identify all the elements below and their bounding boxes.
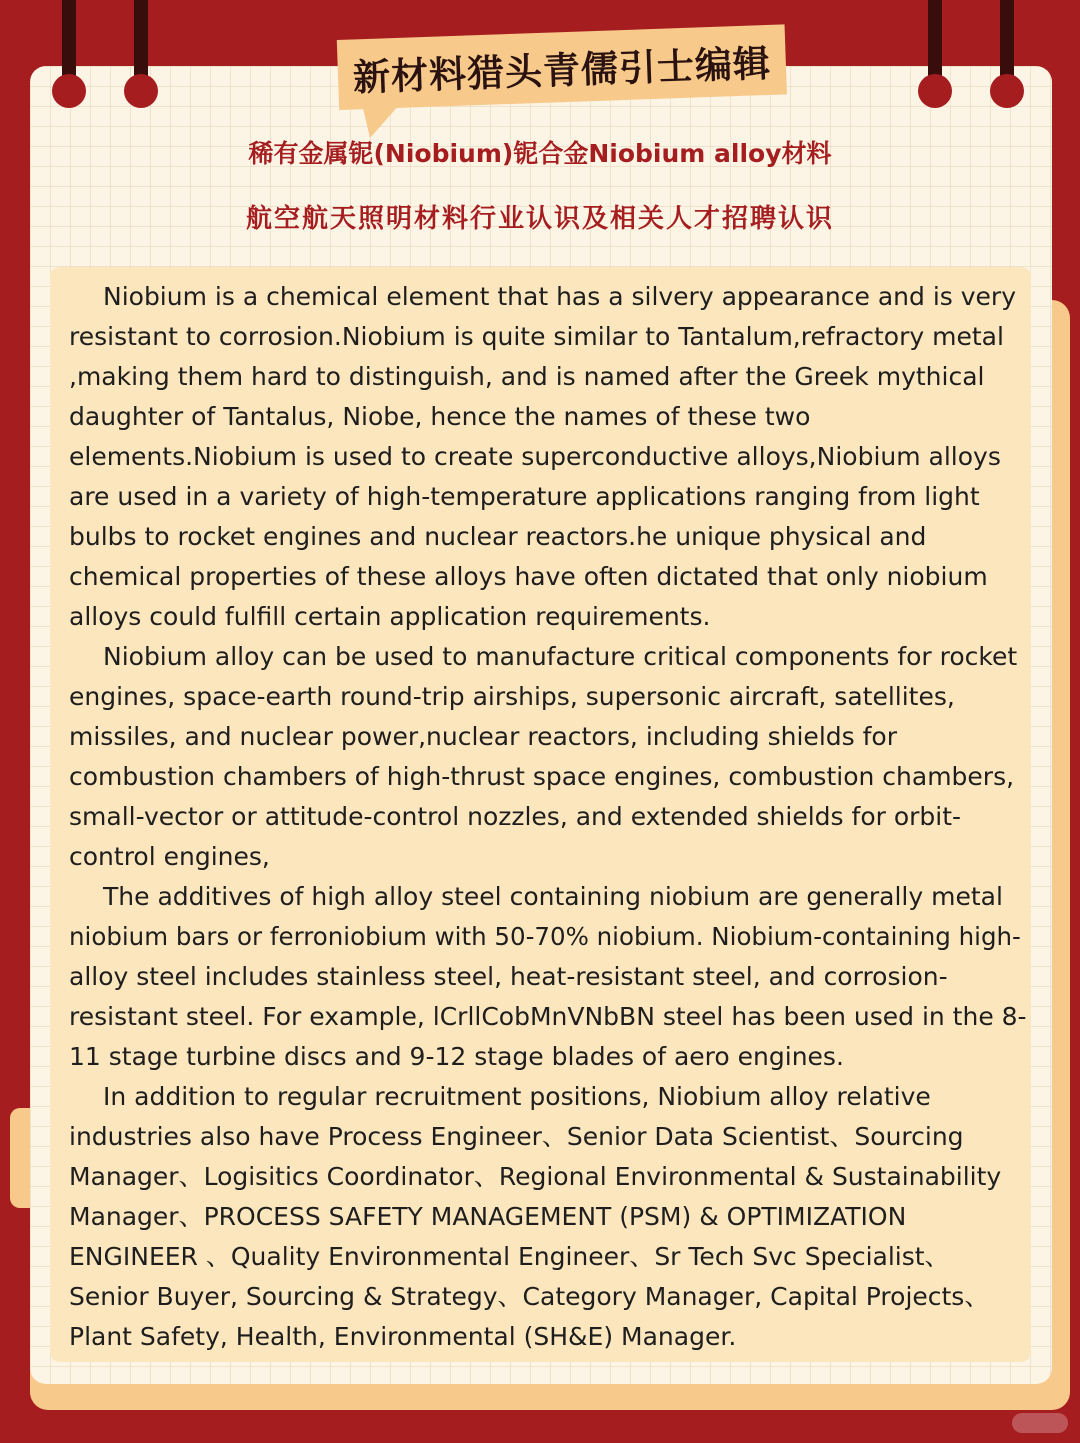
binder-ring-icon — [52, 0, 86, 108]
body-line: Niobium alloy can be used to manufacture critical components for rocket — [103, 642, 1018, 671]
body-line: resistant to corrosion.Niobium is quite similar to Tantalum,refractory metal — [69, 322, 1004, 351]
body-line: resistant steel. For example, lCrllCobMnVNbBN steel has been used in the 8- — [69, 1002, 1027, 1031]
body-line: Niobium is a chemical element that has a silvery appearance and is very — [103, 282, 1017, 311]
body-line: chemical properties of these alloys have often dictated that only niobium — [69, 562, 988, 591]
binder-ring-icon — [124, 0, 158, 108]
body-line: The additives of high alloy steel containing niobium are generally metal — [103, 882, 1003, 911]
body-line: combustion chambers of high-thrust space engines, combustion chambers, — [69, 762, 1015, 791]
body-line: Plant Safety, Health, Environmental (SH&E) Manager. — [69, 1322, 737, 1351]
watermark — [1012, 1413, 1068, 1433]
binder-ring-icon — [918, 0, 952, 108]
body-line: industries also have Process Engineer、Senior Data Scientist、Sourcing — [69, 1122, 964, 1151]
body-line: control engines, — [69, 842, 270, 871]
body-line: Manager、PROCESS SAFETY MANAGEMENT (PSM) & OPTIMIZATION — [69, 1202, 907, 1231]
body-line: ENGINEER 、Quality Environmental Engineer、Sr Tech Svc Specialist、 — [69, 1242, 950, 1271]
body-line: engines, space-earth round-trip airships, supersonic aircraft, satellites, — [69, 682, 955, 711]
title-line-1: 稀有金属铌(Niobium)铌合金Niobium alloy材料 — [248, 139, 832, 168]
editor-tag-tail — [362, 104, 400, 138]
body-line: small-vector or attitude-control nozzles, and extended shields for orbit- — [69, 802, 962, 831]
body-line: Manager、Logisitics Coordinator、Regional Environmental & Sustainability — [69, 1162, 1002, 1191]
editor-tag: 新材料猎头青儒引士编辑 — [337, 24, 787, 110]
body-line: alloy steel includes stainless steel, heat-resistant steel, and corrosion- — [69, 962, 948, 991]
body-line: niobium bars or ferroniobium with 50-70% niobium. Niobium-containing high- — [69, 922, 1021, 951]
body-line: missiles, and nuclear power,nuclear reactors, including shields for — [69, 722, 897, 751]
binder-ring-icon — [990, 0, 1024, 108]
body-line: alloys could fulfill certain application requirements. — [69, 602, 711, 631]
body-line: bulbs to rocket engines and nuclear reactors.he unique physical and — [69, 522, 927, 551]
article-body — [69, 277, 1029, 1357]
body-line: elements.Niobium is used to create superconductive alloys,Niobium alloys — [69, 442, 1001, 471]
title-line-2: 航空航天照明材料行业认识及相关人才招聘认识 — [245, 204, 834, 234]
body-line: In addition to regular recruitment positions, Niobium alloy relative — [103, 1082, 931, 1111]
body-line: 11 stage turbine discs and 9-12 stage blades of aero engines. — [69, 1042, 844, 1071]
body-line: are used in a variety of high-temperature applications ranging from light — [69, 482, 980, 511]
body-line: ,making them hard to distinguish, and is named after the Greek mythical — [69, 362, 985, 391]
body-line: Senior Buyer, Sourcing & Strategy、Category Manager, Capital Projects、 — [69, 1282, 990, 1311]
body-line: daughter of Tantalus, Niobe, hence the names of these two — [69, 402, 811, 431]
